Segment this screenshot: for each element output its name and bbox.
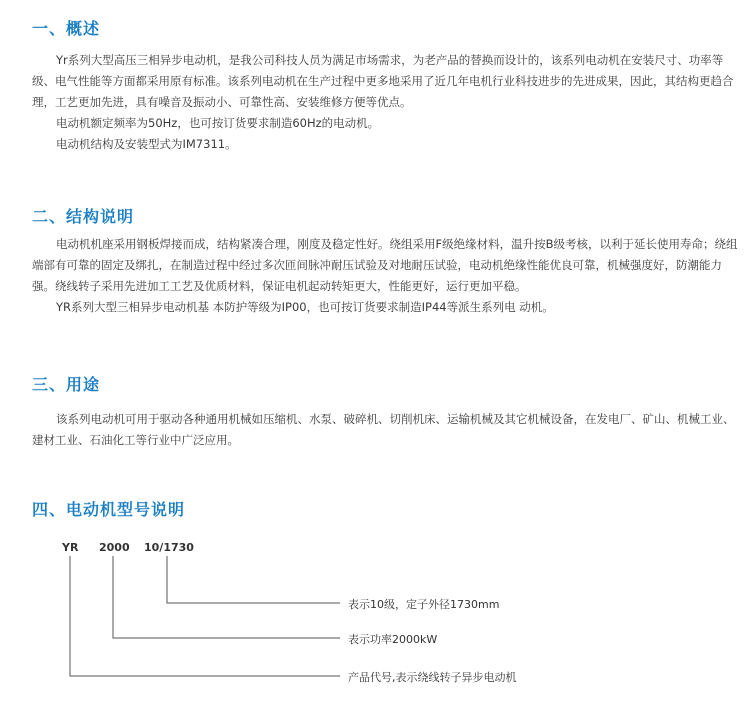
overview-paragraph-2: 电动机额定频率为50Hz，也可按订货要求制造60Hz的电动机。 xyxy=(56,116,380,130)
section-heading-model: 四、电动机型号说明 xyxy=(32,500,186,519)
overview-paragraph-3: 电动机结构及安装型式为IM7311。 xyxy=(56,137,237,151)
section-heading-usage: 三、用途 xyxy=(32,375,101,394)
model-token-pole-diameter: 10/1730 xyxy=(144,541,194,554)
connector-line-power xyxy=(113,556,340,638)
section-heading-structure: 二、结构说明 xyxy=(32,207,135,226)
connector-line-product-code xyxy=(70,556,340,676)
overview-paragraph-1: Yr系列大型高压三相异步电动机，是我公司科技人员为满足市场需求，为老产品的替换而设计的，该系列电动机在安装尺寸、功率等级、电气性能等方面都采用原有标准。该系列电动机在生产过程中更多地采用了近几年电机行业科技进步的先进成果，因此，其结构更趋合理，工艺更加先进，具有噪音及振动小、可靠性高、安装维修方便等优点。 xyxy=(32,53,734,109)
usage-paragraph-1: 该系列电动机可用于驱动各种通用机械如压缩机、水泵、破碎机、切削机床、运输机械及其它机械设备，在发电厂、矿山、机械工业、建材工业、石油化工等行业中广泛应用。 xyxy=(32,412,735,447)
model-token-power: 2000 xyxy=(99,541,130,554)
structure-paragraph-2: YR系列大型三相异步电动机基 本防护等级为IP00，也可按订货要求制造IP44等派生系列电 动机。 xyxy=(56,300,554,314)
connector-line-pole-diameter xyxy=(167,556,340,603)
structure-paragraph-1: 电动机机座采用钢板焊接而成，结构紧凑合理，刚度及稳定性好。绕组采用F级绝缘材料，温升按B级考核，以利于延长使用寿命；绕组端部有可靠的固定及绑扎，在制造过程中经过多次匝间脉冲耐压试验及对地耐压试验，电动机绝缘性能优良可靠，机械强度好，防潮能力强。绕线转子采用先进加工工艺及优质材料，保证电机起动转矩更大，性能更好，运行更加平稳。 xyxy=(32,237,738,293)
model-explanation-product-code: 产品代号,表示绕线转子异步电动机 xyxy=(348,671,517,684)
model-explanation-power: 表示功率2000kW xyxy=(348,633,438,646)
section-heading-overview: 一、概述 xyxy=(32,19,101,38)
model-token-yr: YR xyxy=(62,541,79,554)
model-explanation-pole-diameter: 表示10级，定子外径1730mm xyxy=(348,598,500,611)
